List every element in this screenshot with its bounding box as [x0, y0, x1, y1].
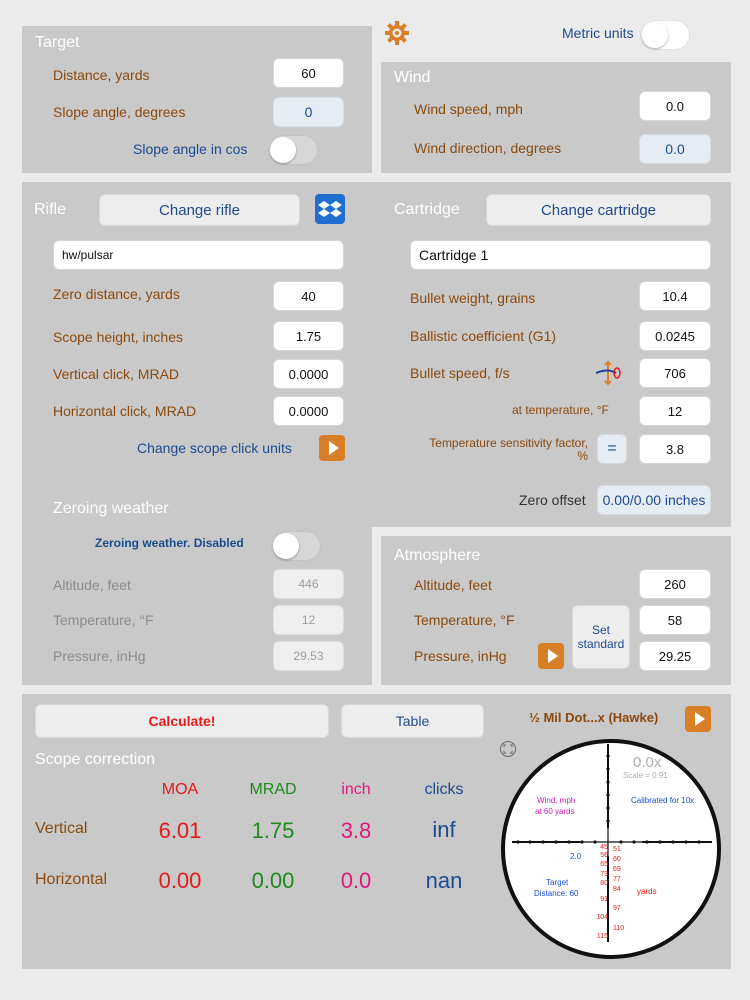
wind-direction-label: Wind direction, degrees — [414, 140, 562, 156]
table-button[interactable]: Table — [341, 704, 484, 738]
speed-temperature-label: at temperature, °F — [512, 403, 609, 417]
reticle-name[interactable]: ½ Mil Dot...x (Hawke) — [529, 710, 659, 725]
slope-label: Slope angle, degrees — [53, 104, 186, 120]
temperature-sensitivity-input[interactable]: 3.8 — [639, 434, 711, 464]
pressure-calc-button[interactable] — [538, 643, 564, 669]
atmosphere-pressure-input[interactable]: 29.25 — [639, 641, 711, 671]
scope-correction-title: Scope correction — [35, 751, 156, 768]
scope-range-label: 115 — [596, 933, 608, 940]
scope-range-label: 80 — [600, 880, 608, 887]
set-standard-button[interactable]: Set standard — [572, 605, 630, 669]
vertical-click-label: Vertical click, MRAD — [53, 366, 180, 382]
scope-range-label: 69 — [613, 866, 621, 873]
change-click-units-button[interactable] — [319, 435, 345, 461]
slope-cos-toggle[interactable] — [268, 135, 318, 165]
scope-zoom-text: 0.0x — [633, 754, 662, 771]
col-mrad-header: MRAD — [249, 781, 297, 798]
scope-range-label: 73 — [600, 871, 608, 878]
cartridge-title: Cartridge — [394, 201, 460, 218]
bullet-weight-input[interactable]: 10.4 — [639, 281, 711, 311]
zero-offset-label: Zero offset — [519, 492, 586, 508]
scope-range-label: 45 — [600, 844, 608, 851]
horizontal-clicks: nan — [425, 868, 463, 893]
zero-distance-input[interactable]: 40 — [273, 281, 344, 311]
scope-wind-text-2: at 60 yards — [535, 807, 575, 816]
change-cartridge-button[interactable]: Change cartridge — [486, 194, 711, 226]
cartridge-name-input[interactable]: Cartridge 1 — [410, 240, 711, 270]
wind-direction-value[interactable]: 0.0 — [639, 134, 711, 164]
col-moa-header: MOA — [161, 781, 199, 798]
distance-input[interactable]: 60 — [273, 58, 344, 88]
scope-range-label: 104 — [596, 914, 608, 921]
rifle-name-input[interactable]: hw/pulsar — [53, 240, 344, 270]
vertical-inch: 3.8 — [340, 818, 372, 843]
horizontal-click-input[interactable]: 0.0000 — [273, 396, 344, 426]
zeroing-temperature-label: Temperature, °F — [53, 612, 154, 628]
scope-calibrated-text: Calibrated for 10x — [631, 796, 695, 805]
wind-speed-label: Wind speed, mph — [414, 101, 523, 117]
scope-hold-value: 2.0 — [570, 852, 582, 861]
metric-units-label: Metric units — [562, 25, 634, 41]
vertical-click-input[interactable]: 0.0000 — [273, 359, 344, 389]
slope-cos-label: Slope angle in cos — [133, 141, 248, 157]
vertical-clicks: inf — [432, 817, 456, 842]
zeroing-pressure-label: Pressure, inHg — [53, 648, 146, 664]
atmosphere-pressure-label: Pressure, inHg — [414, 648, 507, 664]
scope-yards-text: yards — [637, 887, 657, 896]
bc-input[interactable]: 0.0245 — [639, 321, 711, 351]
horizontal-click-label: Horizontal click, MRAD — [53, 403, 197, 419]
change-rifle-button[interactable]: Change rifle — [99, 194, 300, 226]
atmosphere-title: Atmosphere — [394, 547, 481, 564]
bullet-weight-label: Bullet weight, grains — [410, 290, 536, 306]
bullet-trajectory-icon — [594, 360, 622, 386]
distance-label: Distance, yards — [53, 67, 150, 83]
speed-calculator-button[interactable] — [594, 360, 622, 386]
scope-range-label: 60 — [613, 856, 621, 863]
scope-height-label: Scope height, inches — [53, 329, 183, 345]
dropbox-button[interactable] — [315, 194, 345, 224]
scope-range-label: 77 — [613, 876, 621, 883]
zeroing-altitude-input[interactable]: 446 — [273, 569, 344, 599]
zero-distance-label: Zero distance, yards — [53, 286, 180, 302]
sensitivity-calc-button[interactable]: = — [597, 434, 627, 464]
bullet-speed-label: Bullet speed, f/s — [410, 365, 510, 381]
horizontal-mrad: 0.00 — [251, 868, 295, 893]
horizontal-moa: 0.00 — [158, 868, 202, 893]
scope-range-label: 110 — [613, 925, 625, 932]
col-inch-header: inch — [341, 781, 371, 798]
bullet-speed-input[interactable]: 706 — [639, 358, 711, 388]
wind-speed-input[interactable]: 0.0 — [639, 91, 711, 121]
scope-target-text: Target — [546, 878, 569, 887]
scope-reticle-view[interactable] — [500, 738, 722, 960]
gear-icon — [384, 20, 410, 46]
zeroing-altitude-label: Altitude, feet — [53, 577, 131, 593]
slope-value[interactable]: 0 — [273, 97, 344, 127]
temperature-sensitivity-label: Temperature sensitivity factor, % — [429, 436, 588, 463]
zeroing-pressure-input[interactable]: 29.53 — [273, 641, 344, 671]
reticle-select-button[interactable] — [685, 706, 711, 732]
scope-scale-text: Scale = 0.91 — [623, 771, 668, 780]
scope-range-label: 97 — [613, 905, 621, 912]
scope-range-label: 56 — [600, 852, 608, 859]
metric-units-toggle[interactable] — [640, 20, 690, 50]
vertical-mrad: 1.75 — [251, 818, 295, 843]
scope-range-label: 51 — [613, 846, 621, 853]
atmosphere-temperature-label: Temperature, °F — [414, 612, 515, 628]
horizontal-label: Horizontal — [35, 871, 108, 888]
atmosphere-altitude-label: Altitude, feet — [414, 577, 492, 593]
atmosphere-altitude-input[interactable]: 260 — [639, 569, 711, 599]
speed-temperature-input[interactable]: 12 — [639, 396, 711, 426]
scope-range-label: 84 — [613, 886, 621, 893]
horizontal-inch: 0.0 — [340, 868, 372, 893]
zeroing-temperature-input[interactable]: 12 — [273, 605, 344, 635]
calculate-button[interactable]: Calculate! — [35, 704, 329, 738]
atmosphere-temperature-input[interactable]: 58 — [639, 605, 711, 635]
vertical-label: Vertical — [35, 820, 88, 837]
zero-offset-value[interactable]: 0.00/0.00 inches — [597, 485, 711, 515]
rifle-panel — [22, 182, 731, 527]
scope-range-label: 91 — [600, 896, 608, 903]
scope-distance-text: Distance: 60 — [534, 889, 579, 898]
change-click-units-label[interactable]: Change scope click units — [137, 440, 292, 456]
dropbox-icon — [315, 194, 345, 224]
scope-height-input[interactable]: 1.75 — [273, 321, 344, 351]
bc-label: Ballistic coefficient (G1) — [410, 328, 557, 344]
zeroing-title: Zeroing weather — [53, 500, 169, 517]
vertical-moa: 6.01 — [158, 818, 202, 843]
scope-wind-text-1: Wind, mph — [537, 796, 576, 805]
target-title: Target — [35, 34, 80, 51]
zeroing-toggle-label: Zeroing weather. Disabled — [95, 536, 244, 550]
rifle-title: Rifle — [34, 201, 67, 218]
scope-range-label: 65 — [600, 861, 608, 868]
col-clicks-header: clicks — [424, 781, 464, 798]
zeroing-weather-toggle[interactable] — [271, 531, 321, 561]
settings-button[interactable] — [384, 20, 410, 46]
wind-title: Wind — [394, 69, 431, 86]
